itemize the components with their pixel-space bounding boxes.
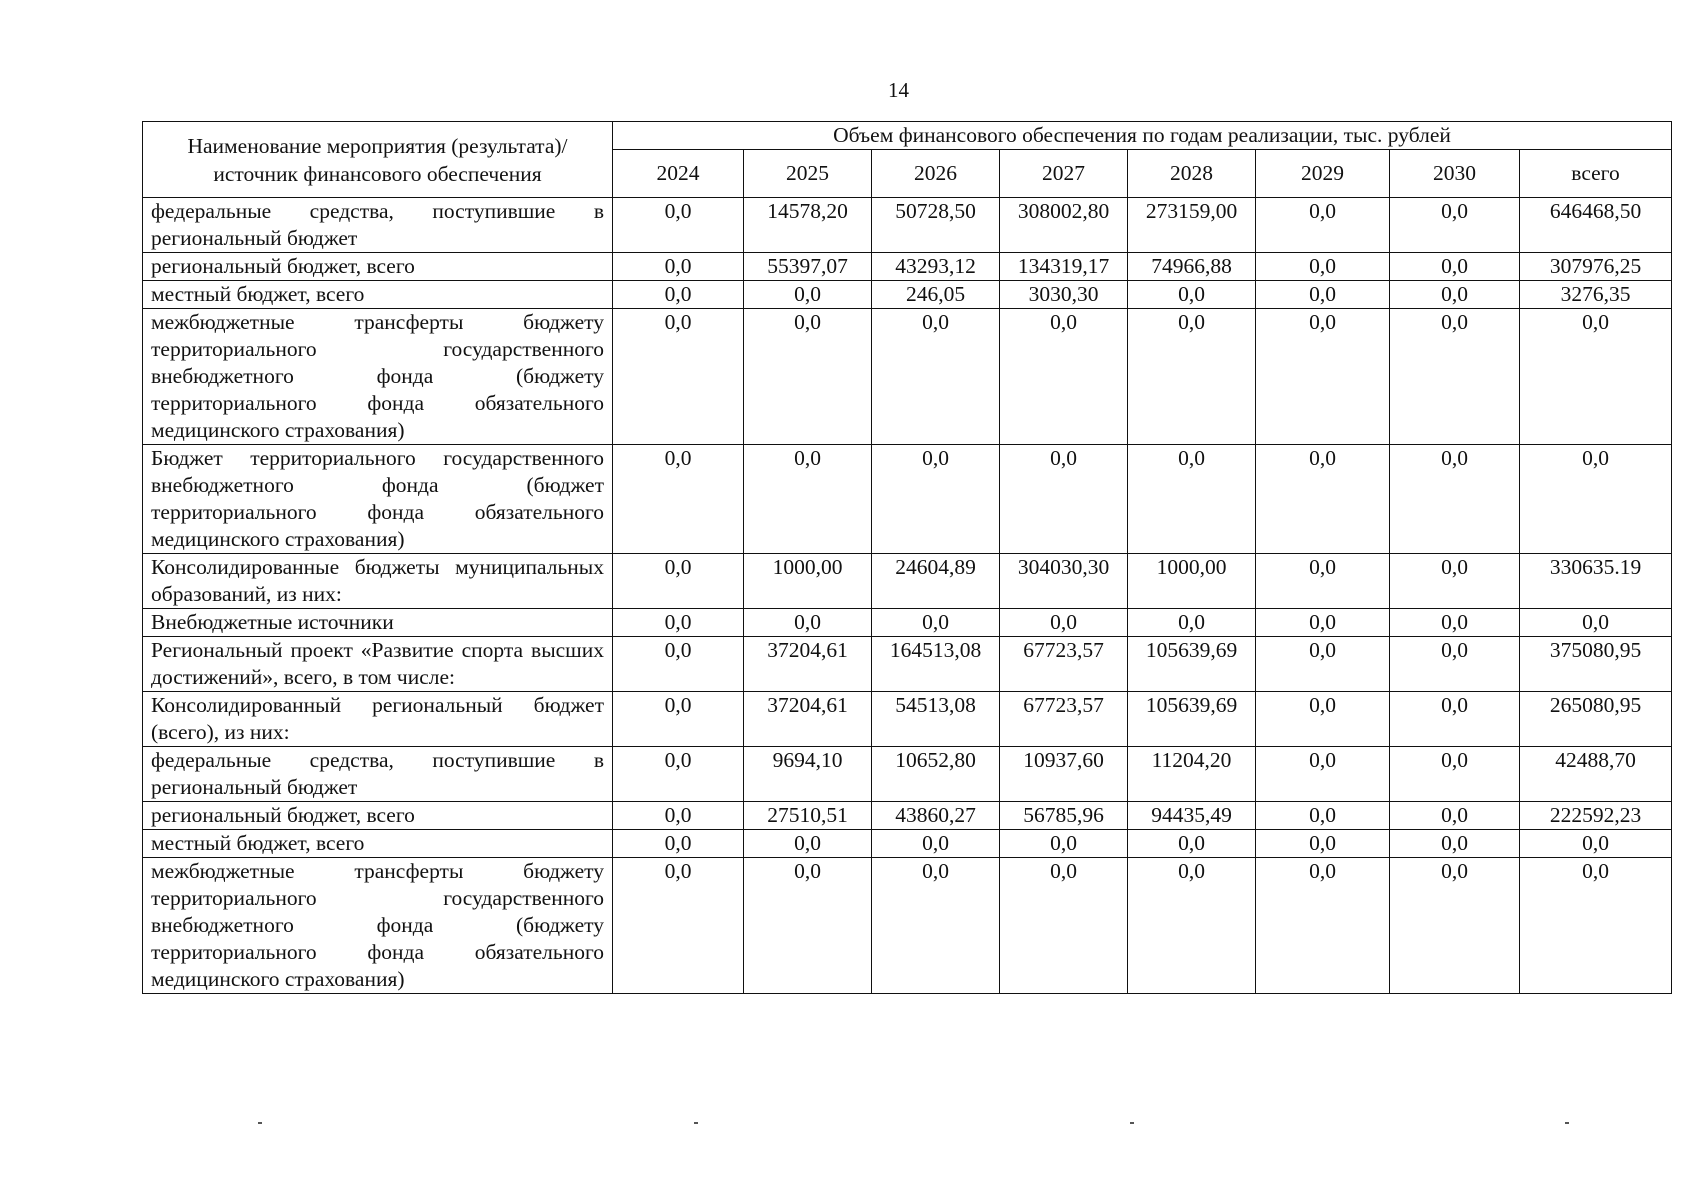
row-name-cell: межбюджетные трансферты бюджету территориального государственного внебюджетного фонда (бюджету территориального фонда обязательного медицинского страхования) [143,309,613,445]
value-cell: 56785,96 [1000,802,1128,830]
value-cell: 27510,51 [744,802,872,830]
value-cell: 0,0 [613,554,744,609]
value-cell: 0,0 [872,609,1000,637]
value-cell: 0,0 [1256,747,1390,802]
value-cell: 0,0 [613,198,744,253]
value-cell: 0,0 [1000,309,1128,445]
value-cell: 0,0 [744,609,872,637]
value-cell: 273159,00 [1128,198,1256,253]
row-name-cell: межбюджетные трансферты бюджету территориального государственного внебюджетного фонда (бюджету территориального фонда обязательного медицинского страхования) [143,858,613,994]
value-cell: 67723,57 [1000,692,1128,747]
value-cell: 0,0 [744,830,872,858]
value-cell: 43860,27 [872,802,1000,830]
value-cell: 0,0 [1256,281,1390,309]
scan-speck [694,1122,698,1124]
row-name-cell: Региональный проект «Развитие спорта высших достижений», всего, в том числе: [143,637,613,692]
header-group-title: Объем финансового обеспечения по годам реализации, тыс. рублей [613,122,1672,150]
value-cell: 37204,61 [744,692,872,747]
value-cell: 14578,20 [744,198,872,253]
row-name-cell: Внебюджетные источники [143,609,613,637]
table-row [143,692,1672,747]
table-row [143,609,1672,637]
value-cell: 0,0 [1000,609,1128,637]
value-cell: 0,0 [613,637,744,692]
value-cell: 0,0 [1520,858,1672,994]
table-row [143,802,1672,830]
value-cell: 94435,49 [1128,802,1256,830]
value-cell: 375080,95 [1520,637,1672,692]
value-cell: 265080,95 [1520,692,1672,747]
value-cell: 0,0 [613,609,744,637]
value-cell: 0,0 [1256,554,1390,609]
value-cell: 0,0 [1390,309,1520,445]
value-cell: 0,0 [1520,830,1672,858]
table-body [143,198,1672,994]
value-cell: 0,0 [1390,445,1520,554]
row-name-cell: местный бюджет, всего [143,830,613,858]
value-cell: 0,0 [1390,692,1520,747]
table-row [143,747,1672,802]
table-row [143,198,1672,253]
row-name-cell: Бюджет территориального государственного внебюджетного фонда (бюджет территориального фонда обязательного медицинского страхования) [143,445,613,554]
header-year-cell: всего [1520,150,1672,198]
header-year-cell: 2026 [872,150,1000,198]
page-number: 14 [888,78,909,102]
value-cell: 0,0 [613,747,744,802]
value-cell: 0,0 [1390,802,1520,830]
table-row [143,858,1672,994]
header-name-column: Наименование мероприятия (результата)/источник финансового обеспечения [143,122,613,198]
value-cell: 3030,30 [1000,281,1128,309]
value-cell: 0,0 [1256,637,1390,692]
value-cell: 43293,12 [872,253,1000,281]
row-name-cell: местный бюджет, всего [143,281,613,309]
value-cell: 0,0 [1000,445,1128,554]
value-cell: 24604,89 [872,554,1000,609]
value-cell: 9694,10 [744,747,872,802]
table-row [143,445,1672,554]
table-row [143,309,1672,445]
value-cell: 0,0 [1128,445,1256,554]
value-cell: 10937,60 [1000,747,1128,802]
value-cell: 646468,50 [1520,198,1672,253]
value-cell: 0,0 [1520,309,1672,445]
value-cell: 0,0 [1256,858,1390,994]
value-cell: 0,0 [1256,609,1390,637]
value-cell: 0,0 [1390,198,1520,253]
value-cell: 0,0 [1128,609,1256,637]
value-cell: 0,0 [1390,747,1520,802]
value-cell: 0,0 [1520,609,1672,637]
value-cell: 0,0 [1000,830,1128,858]
header-year-cell: 2030 [1390,150,1520,198]
value-cell: 0,0 [872,445,1000,554]
value-cell: 0,0 [744,858,872,994]
value-cell: 1000,00 [744,554,872,609]
value-cell: 0,0 [1256,445,1390,554]
value-cell: 0,0 [744,445,872,554]
value-cell: 3276,35 [1520,281,1672,309]
header-year-cell: 2024 [613,150,744,198]
value-cell: 74966,88 [1128,253,1256,281]
header-year-cell: 2027 [1000,150,1128,198]
table-row [143,830,1672,858]
value-cell: 164513,08 [872,637,1000,692]
value-cell: 0,0 [1520,445,1672,554]
value-cell: 55397,07 [744,253,872,281]
value-cell: 0,0 [613,281,744,309]
table-row [143,253,1672,281]
value-cell: 67723,57 [1000,637,1128,692]
row-name-cell: Консолидированный региональный бюджет (всего), из них: [143,692,613,747]
value-cell: 1000,00 [1128,554,1256,609]
value-cell: 0,0 [1256,198,1390,253]
value-cell: 54513,08 [872,692,1000,747]
table-row [143,554,1672,609]
row-name-cell: региональный бюджет, всего [143,802,613,830]
value-cell: 0,0 [1256,802,1390,830]
row-name-cell: федеральные средства, поступившие в региональный бюджет [143,747,613,802]
value-cell: 0,0 [1128,858,1256,994]
value-cell: 0,0 [1128,830,1256,858]
value-cell: 0,0 [613,445,744,554]
row-name-cell: Консолидированные бюджеты муниципальных образований, из них: [143,554,613,609]
value-cell: 0,0 [613,309,744,445]
value-cell: 0,0 [613,858,744,994]
header-year-cell: 2028 [1128,150,1256,198]
table-row [143,281,1672,309]
row-name-cell: региональный бюджет, всего [143,253,613,281]
value-cell: 0,0 [744,281,872,309]
scan-speck [258,1122,262,1124]
value-cell: 10652,80 [872,747,1000,802]
table-row [143,637,1672,692]
value-cell: 0,0 [1390,858,1520,994]
header-year-cell: 2029 [1256,150,1390,198]
value-cell: 105639,69 [1128,637,1256,692]
scan-speck [1565,1122,1569,1124]
value-cell: 0,0 [1390,554,1520,609]
value-cell: 0,0 [1256,253,1390,281]
value-cell: 0,0 [613,692,744,747]
value-cell: 11204,20 [1128,747,1256,802]
value-cell: 50728,50 [872,198,1000,253]
row-name-cell: федеральные средства, поступившие в региональный бюджет [143,198,613,253]
value-cell: 37204,61 [744,637,872,692]
value-cell: 0,0 [1256,830,1390,858]
value-cell: 0,0 [1390,637,1520,692]
scan-speck [1130,1122,1134,1124]
value-cell: 105639,69 [1128,692,1256,747]
value-cell: 0,0 [872,309,1000,445]
value-cell: 0,0 [872,858,1000,994]
value-cell: 222592,23 [1520,802,1672,830]
value-cell: 304030,30 [1000,554,1128,609]
financing-table [142,121,1672,994]
value-cell: 0,0 [1390,253,1520,281]
value-cell: 0,0 [613,253,744,281]
value-cell: 42488,70 [1520,747,1672,802]
header-year-cell: 2025 [744,150,872,198]
value-cell: 0,0 [1390,830,1520,858]
value-cell: 0,0 [1000,858,1128,994]
value-cell: 0,0 [1390,281,1520,309]
value-cell: 0,0 [1256,692,1390,747]
value-cell: 307976,25 [1520,253,1672,281]
value-cell: 0,0 [1390,609,1520,637]
value-cell: 246,05 [872,281,1000,309]
value-cell: 134319,17 [1000,253,1128,281]
value-cell: 308002,80 [1000,198,1128,253]
value-cell: 0,0 [1128,281,1256,309]
value-cell: 0,0 [613,830,744,858]
value-cell: 0,0 [1128,309,1256,445]
value-cell: 0,0 [872,830,1000,858]
value-cell: 0,0 [1256,309,1390,445]
table-header [143,122,1672,198]
value-cell: 0,0 [744,309,872,445]
value-cell: 0,0 [613,802,744,830]
value-cell: 330635.19 [1520,554,1672,609]
